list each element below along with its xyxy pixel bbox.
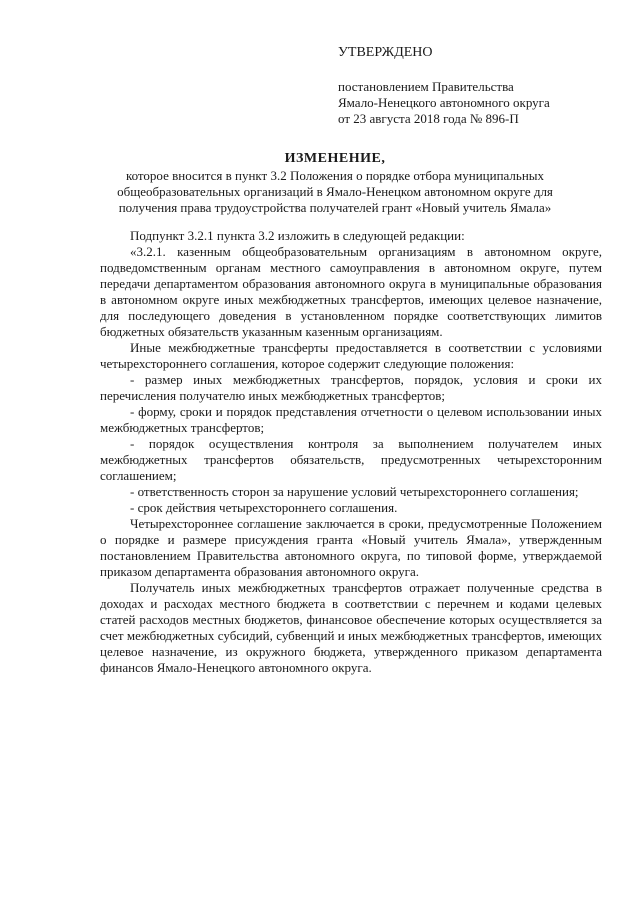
paragraph: Иные межбюджетные трансферты предоставляется в соответствии с условиями четырехстороннего соглашения, которое содержит следующие положения: (100, 340, 602, 371)
list-item: - форму, сроки и порядок представления отчетности о целевом использовании иных межбюджетных трансфертов; (100, 404, 602, 435)
approval-line: Ямало-Ненецкого автономного округа (338, 95, 550, 110)
paragraph: Четырехстороннее соглашение заключается в сроки, предусмотренные Положением о порядке и размере присуждения гранта «Новый учитель Ямала», утвержденным постановлением Правительства автономного округа, по типовой форме, утверждаемой приказом департамента образования автономного округа. (100, 516, 602, 579)
title-heading: ИЗМЕНЕНИЕ, (284, 151, 386, 166)
intro-paragraph: Подпункт 3.2.1 пункта 3.2 изложить в следующей редакции: (130, 228, 465, 243)
title-line: общеобразовательных организаций в Ямало-Ненецком автономном округе для (117, 184, 553, 199)
title-line: которое вносится в пункт 3.2 Положения о порядке отбора муниципальных (125, 168, 545, 183)
list-item: - срок действия четырехстороннего соглашения. (130, 500, 398, 515)
document-body (100, 228, 602, 676)
list-item: - ответственность сторон за нарушение условий четырехстороннего соглашения; (130, 484, 579, 499)
paragraph: «3.2.1. казенным общеобразовательным организациям в автономном округе, подведомственным органам местного самоуправления в автономном округе, путем передачи департаментом образования автономного округа в муниципальные образования в автономном округе иных межбюджетных трансфертов, имеющих целевое назначение, для последующего доведения в установленном порядке соответствующих лимитов бюджетных обязательств указанным казенным организациям. (100, 244, 602, 339)
approval-line: от 23 августа 2018 года № 896-П (338, 111, 519, 126)
approval-heading: УТВЕРЖДЕНО (338, 45, 433, 60)
paragraph: Получатель иных межбюджетных трансфертов отражает полученные средства в доходах и расходах местного бюджета в соответствии с перечнем и кодами целевых статей расходов местных бюджетов, финансовое обеспечение которых осуществляется за счет межбюджетных субсидий, субвенций и иных межбюджетных трансфертов, имеющих целевое назначение, из окружного бюджета, утвержденного приказом департамента финансов Ямало-Ненецкого автономного округа. (100, 580, 602, 675)
list-item: - размер иных межбюджетных трансфертов, порядок, условия и сроки их перечисления получателю иных межбюджетных трансфертов; (100, 372, 602, 403)
document-title (60, 151, 610, 216)
list-item: - порядок осуществления контроля за выполнением получателем иных межбюджетных трансфертов обязательств, предусмотренных четырехсторонним соглашением; (100, 436, 602, 483)
approval-line: постановлением Правительства (338, 79, 514, 94)
title-line: получения права трудоустройства получателей грант «Новый учитель Ямала» (118, 200, 552, 215)
approval-stamp (338, 45, 628, 127)
